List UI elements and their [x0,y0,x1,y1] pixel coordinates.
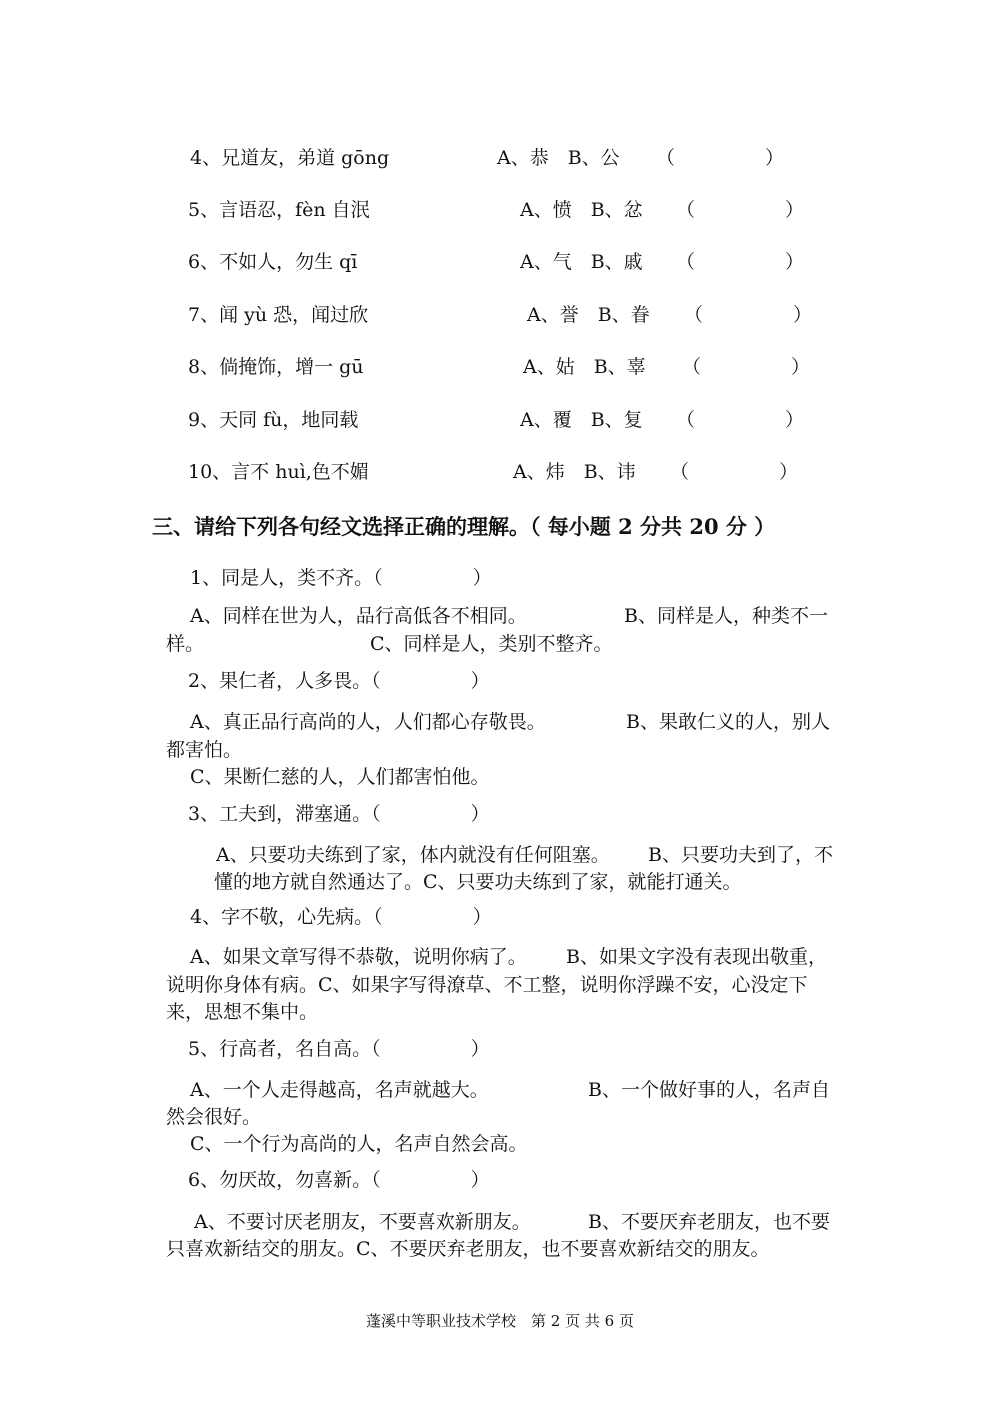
item-8-options [523,355,646,379]
q3-option-line: A、只要功夫练到了家，体内就没有任何阻塞。 [216,844,610,866]
item-question: 4、兄道友，弟道 gōng [190,147,390,169]
q6-option-line: 只喜欢新结交的朋友。C、不要厌弃老朋友，也不要喜欢新结交的朋友。 [166,1238,770,1260]
q4-option-line: 来，思想不集中。 [166,1001,319,1023]
q5-prompt[interactable]: 5、行高者，名自高。（ ） [188,1038,490,1060]
item-options: A、姑 B、辜 [523,356,646,378]
item-options: A、覆 B、复 [520,409,643,431]
item-9-options [520,408,643,432]
item-9 [188,408,358,432]
section-3-heading: 三、请给下列各句经文选择正确的理解。（ 每小题 2 分共 20 分 ） [152,514,776,539]
item-5-blank[interactable]: （ ） [676,199,805,221]
item-options: A、气 B、戚 [520,251,643,273]
q2-prompt[interactable]: 2、果仁者，人多畏。（ ） [188,670,490,692]
q5-option-line: A、一个人走得越高，名声就越大。 [190,1079,489,1101]
item-7-options [527,303,650,327]
item-10-options [513,460,636,484]
q4-option-line: B、如果文字没有表现出敬重， [566,946,827,968]
item-9-blank[interactable]: （ ） [676,409,805,431]
item-4 [190,146,389,170]
q6-prompt[interactable]: 6、勿厌故，勿喜新。（ ） [188,1169,490,1191]
item-6 [188,250,357,274]
item-options: A、恭 B、公 [497,147,620,169]
item-7-blank[interactable]: （ ） [684,304,813,326]
item-options: A、炜 B、讳 [513,461,636,483]
q5-option-line: B、一个做好事的人，名声自 [588,1079,830,1101]
q5-option-line: C、一个行为高尚的人，名声自然会高。 [190,1133,528,1155]
q2-option-line: C、果断仁慈的人，人们都害怕他。 [190,766,490,788]
q1-option-line: A、同样在世为人，品行高低各不相同。 [190,605,527,627]
item-question: 8、倘掩饰，增一 gū [188,356,364,378]
q2-option-line: 都害怕。 [166,739,243,761]
item-6-options [520,250,643,274]
item-question: 7、闻 yù 恐，闻过欣 [188,304,369,326]
q1-prompt[interactable]: 1、同是人，类不齐。（ ） [190,567,492,589]
q1-option-line: B、同样是人，种类不一 [624,605,828,627]
item-4-blank[interactable]: （ ） [656,147,785,169]
item-4-options [497,146,620,170]
q4-option-line: 说明你身体有病。C、如果字写得潦草、不工整，说明你浮躁不安，心没定下 [166,974,808,996]
item-5-options [520,198,643,222]
q5-option-line: 然会很好。 [166,1106,262,1128]
page-footer: 蓬溪中等职业技术学校 第 2 页 共 6 页 [366,1312,634,1330]
item-8 [188,355,364,379]
q6-option-line: B、不要厌弃老朋友，也不要 [588,1211,830,1233]
item-question: 6、不如人，勿生 qī [188,251,358,273]
item-5 [188,198,370,222]
item-10-blank[interactable]: （ ） [670,461,799,483]
q6-option-line: A、不要讨厌老朋友，不要喜欢新朋友。 [194,1211,531,1233]
q3-option-line: B、只要功夫到了，不 [648,844,833,866]
item-options: A、誉 B、眷 [527,304,650,326]
q3-option-line: 懂的地方就自然通达了。C、只要功夫练到了家，就能打通关。 [214,871,742,893]
item-10 [188,460,369,484]
q1-option-line: 样。 [166,633,205,655]
q1-option-line: C、同样是人，类别不整齐。 [370,633,613,655]
item-6-blank[interactable]: （ ） [676,251,805,273]
q2-option-line: A、真正品行高尚的人，人们都心存敬畏。 [190,711,546,733]
q4-option-line: A、如果文章写得不恭敬，说明你病了。 [190,946,527,968]
q4-prompt[interactable]: 4、字不敬，心先病。（ ） [190,906,492,928]
q2-option-line: B、果敢仁义的人，别人 [626,711,830,733]
q3-prompt[interactable]: 3、工夫到，滞塞通。（ ） [188,803,490,825]
item-8-blank[interactable]: （ ） [682,356,811,378]
item-7 [188,303,368,327]
item-question: 9、天同 fù，地同载 [188,409,359,431]
item-question: 5、言语忍，fèn 自泯 [188,199,370,221]
item-question: 10、言不 huì,色不媚 [188,461,369,483]
item-options: A、愤 B、忿 [520,199,643,221]
